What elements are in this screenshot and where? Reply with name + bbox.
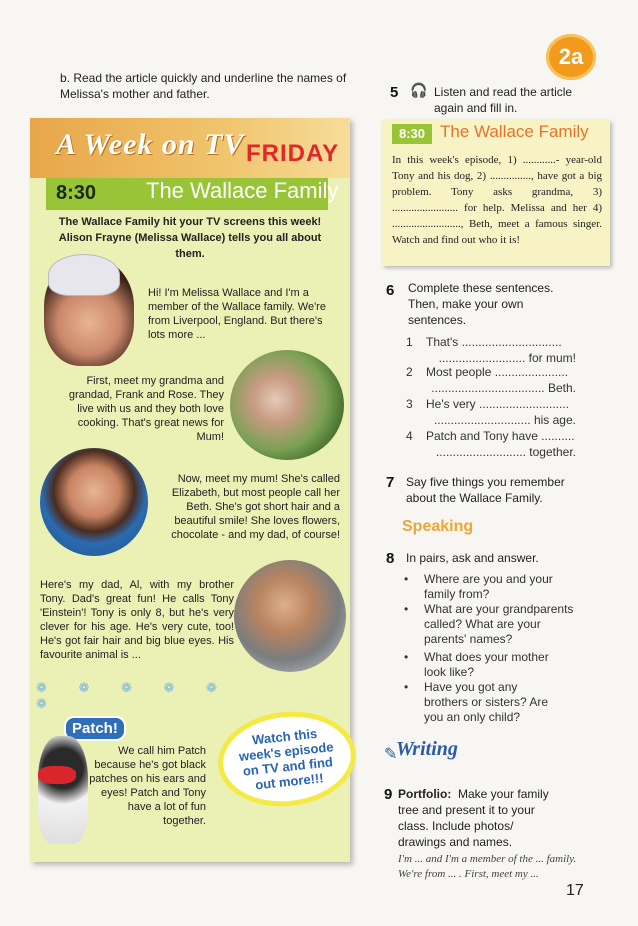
pencil-icon: ✎ [384, 746, 398, 763]
sentence-3-start: He's very ........................... [426, 397, 569, 411]
bullet-dot: • [404, 572, 409, 586]
fill-in-box-title: The Wallace Family [440, 122, 589, 141]
article-intro: The Wallace Family hit your TV screens this week! Alison Frayne (Melissa Wallace) tells you all about them. [58, 216, 322, 260]
paw-prints-decoration: ❁ ❁ ❁ ❁ ❁ ❁ [36, 680, 231, 711]
task8-number: 8 [386, 550, 395, 567]
task9-example: I'm ... and I'm a member of the ... family. We're from ... . First, meet my ... [398, 853, 577, 880]
sentence-1-start: That's .............................. [426, 335, 562, 349]
bullet-dot: • [404, 650, 409, 664]
article-paragraph-grandparents: First, meet my grandma and grandad, Frank and Rose. They live with us and they both love cooking. That's great news for Mum! [68, 375, 224, 443]
article-paragraph-melissa: Hi! I'm Melissa Wallace and I'm a member of the Wallace family. We're from Liverpool, England. But there's lots more ... [148, 287, 326, 341]
article-paragraph-patch: We call him Patch because he's got black patches on his ears and eyes! Patch and Tony have a lot of fun together. [89, 745, 206, 827]
article-paragraph-mum: Now, meet my mum! She's called Elizabeth, but most people call her Beth. She's got short hair and a beautiful smile! She loves flowers, chocolate - and my dad, of course! [171, 473, 340, 541]
show-title: The Wallace Family [146, 178, 339, 203]
fill-in-box-text: In this week's episode, 1) ............- year-old Tony and his dog, 2) ..............., have got a big problem. Tony asks grandma, 3) ........................ for help. Melissa and her 4) ........................., Beth, meet a famous singer. Watch and find out who it is! [392, 154, 602, 246]
sentence-2-end: .................................. Beth. [431, 381, 576, 395]
task6-instruction: Complete these sentences. Then, make your own sentences. [408, 281, 554, 327]
task9-number: 9 [384, 786, 393, 803]
task8-instruction: In pairs, ask and answer. [406, 551, 539, 565]
question-4: Have you got any brothers or sisters? Are you an only child? [424, 680, 549, 724]
dad-and-tony-photo [234, 560, 346, 672]
sentence-4-start: Patch and Tony have .......... [426, 429, 575, 443]
article-paragraph-dad: Here's my dad, Al, with my brother Tony. Dad's great fun! He calls Tony 'Einstein'! Tony is only 8, but he's very clever for his age. He's very cute, too! He's got fair hair and big blue eyes. His favourite animal is ... [40, 579, 234, 661]
question-2: What are your grandparents called? What are your parents' names? [424, 602, 574, 646]
writing-heading: Writing [396, 738, 458, 760]
sentence-2-start: Most people ...................... [426, 365, 569, 379]
mum-photo [40, 448, 148, 556]
task7-number: 7 [386, 474, 395, 491]
question-1: Where are you and your family from? [424, 572, 553, 601]
bullet-dot: • [404, 680, 409, 694]
task9-label: Portfolio: [398, 787, 452, 801]
bullet-dot: • [404, 602, 409, 616]
sentence-1-number: 1 [406, 335, 413, 349]
task5-number: 5 [390, 84, 399, 101]
task7-instruction: Say five things you remember about the Wallace Family. [406, 475, 565, 505]
watch-episode-text: Watch this week's episode on TV and find out more!!! [238, 725, 335, 793]
sentence-3-end: ............................. his age. [433, 413, 576, 427]
unit-badge: 2a [546, 34, 596, 80]
task9-instruction: Make your family tree and present it to your class. Include photos/ drawings and names. [398, 787, 549, 849]
fill-in-box-time: 8:30 [392, 124, 432, 144]
patch-dog-photo [38, 736, 88, 844]
sentence-4-number: 4 [406, 429, 413, 443]
task6-number: 6 [386, 282, 395, 299]
sentence-1-end: .......................... for mum! [438, 351, 576, 365]
melissa-cap [48, 254, 120, 296]
sentence-3-number: 3 [406, 397, 413, 411]
magazine-header-day: FRIDAY [246, 140, 340, 167]
headphones-icon: 🎧 [410, 82, 428, 98]
task-b-instruction: b. Read the article quickly and underline the names of Melissa's mother and father. [60, 71, 347, 101]
patch-logo: Patch! [64, 716, 126, 741]
grandparents-photo [230, 350, 344, 460]
question-3: What does your mother look like? [424, 650, 549, 679]
magazine-header-title: A Week on TV [56, 128, 245, 161]
page-number: 17 [566, 882, 584, 899]
speaking-heading: Speaking [402, 518, 474, 535]
sentence-2-number: 2 [406, 365, 413, 379]
task5-instruction: Listen and read the article again and fill in. [434, 85, 573, 115]
sentence-4-end: ........................... together. [435, 445, 576, 459]
show-time: 8:30 [56, 182, 97, 204]
dog-bandana [38, 766, 76, 784]
